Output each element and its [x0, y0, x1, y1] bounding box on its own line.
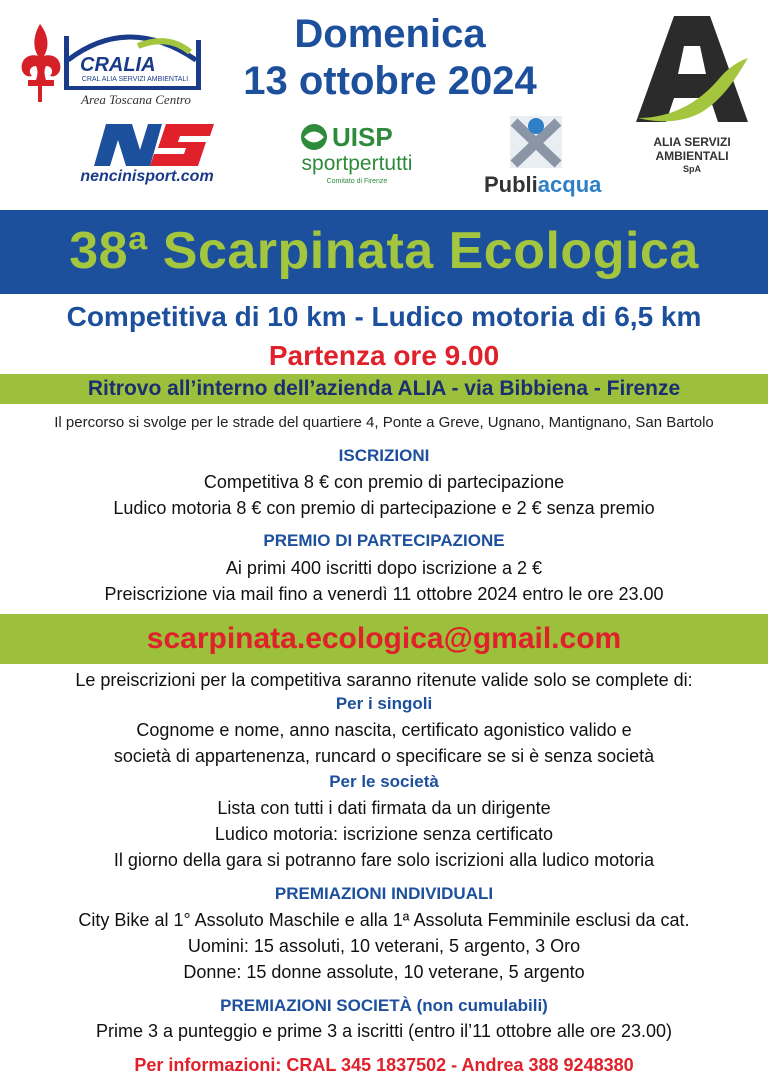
event-subtitle: Competitiva di 10 km - Ludico motoria di 6,5 km	[66, 301, 702, 332]
clubs-line: Il giorno della gara si potranno fare solo iscrizioni alla ludico motoria	[113, 850, 655, 870]
event-date-full: 13 ottobre 2024	[243, 59, 537, 103]
publiacqua-logo-text	[484, 172, 601, 198]
alia-a-icon	[632, 14, 752, 126]
alia-logo-line3: SpA	[683, 164, 701, 174]
event-title: 38ª Scarpinata Ecologica	[69, 222, 699, 280]
cral-logo-subtitle: Area Toscana Centro	[81, 92, 191, 107]
publiacqua-text-blue: acqua	[537, 172, 602, 197]
event-date	[230, 10, 550, 104]
participation-prize-line: Preiscrizione via mail fino a venerdì 11 ottobre 2024 entro le ore 23.00	[104, 584, 664, 604]
cral-logo-tagline: CRAL ALIA SERVIZI AMBIENTALI	[81, 76, 189, 83]
ns-icon	[92, 122, 222, 168]
contact-info: Per informazioni: CRAL 345 1837502 - Andrea 388 9248380	[134, 1055, 634, 1075]
singles-heading: Per i singoli	[335, 694, 433, 713]
registration-heading: ISCRIZIONI	[338, 446, 430, 465]
clubs-line: Ludico motoria: iscrizione senza certificato	[214, 824, 554, 844]
singles-line: Cognome e nome, anno nascita, certificato agonistico valido e	[136, 720, 632, 740]
participation-prize-heading: PREMIO DI PARTECIPAZIONE	[263, 531, 505, 550]
publiacqua-text-dark: Publi	[484, 172, 538, 197]
nencinisport-logo	[80, 122, 222, 192]
clubs-heading: Per le società	[329, 772, 439, 791]
participation-prize-line: Ai primi 400 iscritti dopo iscrizione a 2 €	[225, 558, 543, 578]
club-awards-heading: PREMIAZIONI SOCIETÀ (non cumulabili)	[220, 996, 548, 1015]
publiacqua-logo	[480, 112, 602, 200]
route-description: Il percorso si svolge per le strade del quartiere 4, Ponte a Greve, Ugnano, Mantignano, San Bartolo	[54, 414, 714, 431]
individual-awards-heading: PREMIAZIONI INDIVIDUALI	[274, 884, 494, 903]
individual-awards-line: City Bike al 1° Assoluto Maschile e alla 1ª Assoluta Femminile esclusi da cat.	[78, 910, 690, 930]
cral-logo-name: CRALIA	[80, 54, 156, 76]
event-day: Domenica	[294, 12, 486, 56]
contact-email[interactable]: scarpinata.ecologica@gmail.com	[146, 622, 622, 655]
individual-awards-line: Uomini: 15 assoluti, 10 veterani, 5 argento, 3 Oro	[187, 936, 581, 956]
start-time: Partenza ore 9.00	[268, 340, 500, 371]
cral-alia-logo	[18, 16, 208, 108]
meeting-point: Ritrovo all’interno dell’azienda ALIA - via Bibbiena - Firenze	[87, 377, 681, 400]
uisp-logo-name: UISP	[332, 122, 393, 152]
registration-line: Ludico motoria 8 € con premio di partecipazione e 2 € senza premio	[113, 498, 655, 518]
uisp-logo	[292, 122, 422, 192]
club-awards-line: Prime 3 a punteggio e prime 3 a iscritti (entro il’11 ottobre alle ore 23.00)	[96, 1021, 672, 1041]
publiacqua-icon	[480, 112, 590, 172]
preregistration-note: Le preiscrizioni per la competitiva saranno ritenute valide solo se complete di:	[75, 670, 693, 690]
individual-awards-line: Donne: 15 donne assolute, 10 veterane, 5 argento	[183, 962, 585, 982]
singles-line: società di appartenenza, runcard o specificare se si è senza società	[113, 746, 655, 766]
alia-logo-line1: ALIA SERVIZI	[653, 135, 731, 149]
clubs-line: Lista con tutti i dati firmata da un dirigente	[217, 798, 551, 818]
uisp-icon	[294, 122, 334, 152]
registration-line: Competitiva 8 € con premio di partecipazione	[203, 472, 565, 492]
nencini-logo-text: nencinisport.com	[80, 168, 214, 185]
alia-logo	[632, 14, 752, 174]
uisp-logo-committee: Comitato di Firenze	[326, 178, 388, 185]
alia-logo-line2: AMBIENTALI	[655, 149, 729, 163]
uisp-logo-slogan: sportpertutti	[301, 152, 413, 175]
